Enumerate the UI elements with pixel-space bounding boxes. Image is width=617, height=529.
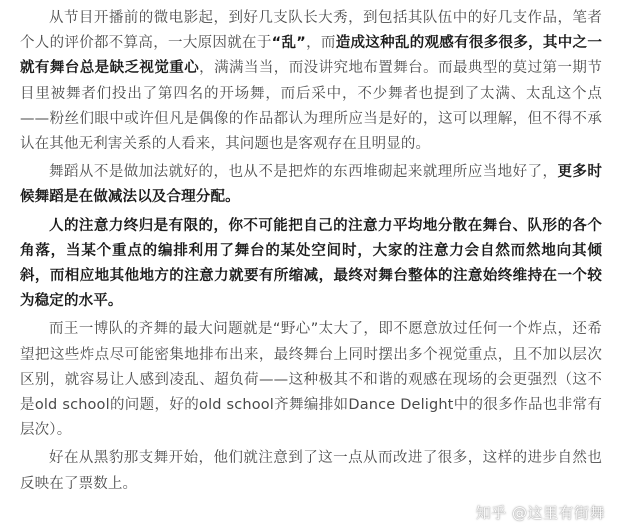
paragraph-1 (20, 6, 602, 157)
p1-bold-luan: “乱” (271, 35, 306, 52)
p2-text-a: 舞蹈从不是做加法就好的，也从不是把炸的东西堆砌起来就理所应当地好了， (49, 164, 558, 181)
p1-text-e: ，满满当当，而没讲究地布置舞台。而最典型的莫过第一期节目里被舞者们投出了第四名的开场舞，而后采中，不少舞者也提到了太满、太乱这个点——粉丝们眼中或许但凡是偶像的作品都认为理所应当是好的，这可以理解，但不得不承认在其他无利害关系的人看来，其问题也是客观存在且明显的。 (20, 60, 602, 153)
paragraph-4 (20, 317, 602, 443)
article-body (20, 6, 602, 497)
p1-bold-statement: 造成这种乱的观感有很多很多，其中之一就有舞台总是缺乏视觉重心 (20, 35, 602, 77)
p4-text: 而王一博队的齐舞的最大问题就是“野心”太大了，即不愿意放过任何一个炸点，还希望把这些炸点尽可能密集地排布出来，最终舞台上同时摆出多个视觉重点，且不加以层次区别，就容易让人感到凌乱、超负荷——这种极其不和谐的观感在现场的会更强烈（这不是old school的问题，好的old school齐舞编排如Dance Delight中的很多作品也非常有层次）。 (20, 321, 602, 439)
p3-bold-paragraph: 人的注意力终归是有限的，你不可能把自己的注意力平均地分散在舞台、队形的各个角落，当某个重点的编排利用了舞台的某处空间时，大家的注意力会自然而然地向其倾斜，而相应地其他地方的注意力就要有所缩减，最终对舞台整体的注意始终维持在一个较为稳定的水平。 (20, 217, 602, 310)
p1-text-c: ，而 (305, 35, 336, 52)
paragraph-5 (20, 446, 602, 496)
paragraph-3 (20, 214, 602, 315)
p1-text-a: 从节目开播前的微电影起，到好几支队长大秀，到包括其队伍中的好几支作品，笔者个人的评价都不算高，一大原因就在于 (20, 10, 602, 52)
p2-bold-statement: 更多时候舞蹈是在做减法以及合理分配。 (20, 164, 602, 206)
p5-text: 好在从黑豹那支舞开始，他们就注意到了这一点从而改进了很多，这样的进步自然也反映在了票数上。 (20, 450, 602, 492)
zhihu-watermark: 知乎 @这里有街舞 (475, 504, 605, 522)
paragraph-2 (20, 160, 602, 210)
